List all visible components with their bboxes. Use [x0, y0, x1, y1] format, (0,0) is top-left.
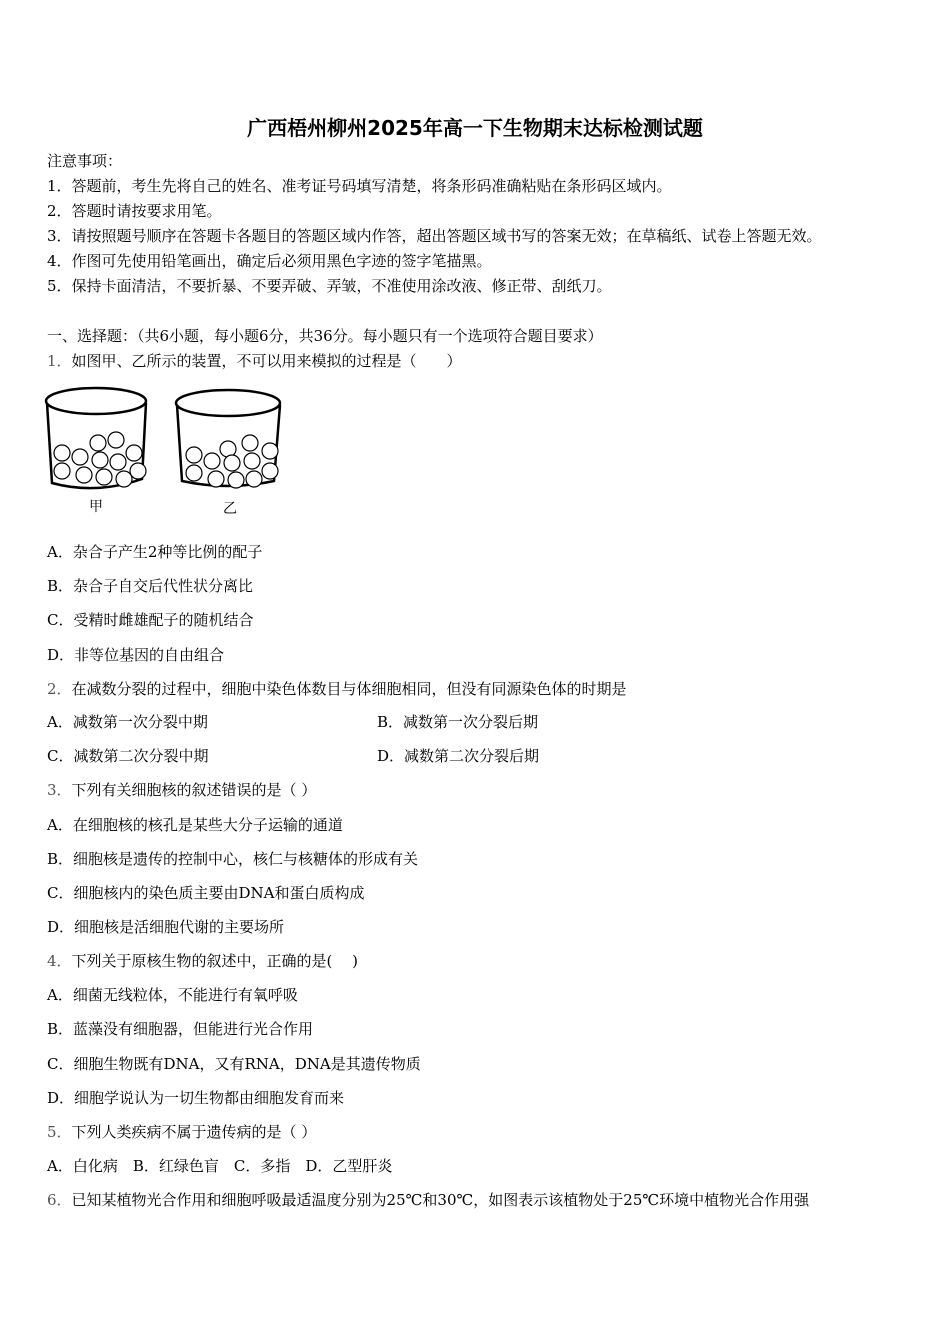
option: C．减数第二次分裂中期: [47, 747, 209, 765]
option: A．细菌无线粒体，不能进行有氧呼吸: [47, 986, 298, 1004]
option: C．受精时雌雄配子的随机结合: [47, 611, 254, 629]
question-1-stem: 1．如图甲、乙所示的装置，不可以用来模拟的过程是（ ）: [47, 352, 462, 370]
page-title: 广西梧州柳州2025年高一下生物期末达标检测试题: [247, 116, 703, 140]
notice-item: 1．答题前，考生先将自己的姓名、准考证号码填写清楚，将条形码准确粘贴在条形码区域内。: [47, 177, 672, 195]
option: C．细胞生物既有DNA，又有RNA，DNA是其遗传物质: [47, 1055, 421, 1073]
option: D．细胞核是活细胞代谢的主要场所: [47, 918, 285, 936]
option: A．杂合子产生2种等比例的配子: [47, 543, 263, 561]
option: D．细胞学说认为一切生物都由细胞发育而来: [47, 1089, 345, 1107]
section-heading: 一、选择题：（共6小题，每小题6分，共36分。每小题只有一个选项符合题目要求）: [47, 327, 603, 345]
notice-item: 4．作图可先使用铅笔画出，确定后必须用黑色字迹的签字笔描黑。: [47, 252, 492, 270]
notice-heading: 注意事项：: [47, 152, 123, 170]
question-6-stem: 6．已知某植物光合作用和细胞呼吸最适温度分别为25℃和30℃，如图表示该植物处于25℃环境中植物光合作用强: [47, 1191, 810, 1209]
option: B．细胞核是遗传的控制中心，核仁与核糖体的形成有关: [47, 850, 419, 868]
options-row: A．白化病 B．红绿色盲 C．多指 D．乙型肝炎: [47, 1157, 393, 1175]
question-3-stem: 3．下列有关细胞核的叙述错误的是（ ）: [47, 781, 317, 799]
question-5-stem: 5．下列人类疾病不属于遗传病的是（ ）: [47, 1123, 317, 1141]
option: A．在细胞核的核孔是某些大分子运输的通道: [47, 816, 343, 834]
option: B．减数第一次分裂后期: [377, 713, 539, 731]
option: D．减数第二次分裂后期: [377, 747, 540, 765]
question-4-stem: 4．下列关于原核生物的叙述中，正确的是( ): [47, 952, 359, 970]
question-2-stem: 2．在减数分裂的过程中，细胞中染色体数目与体细胞相同，但没有同源染色体的时期是: [47, 680, 627, 698]
option: D．非等位基因的自由组合: [47, 646, 225, 664]
option: C．细胞核内的染色质主要由DNA和蛋白质构成: [47, 884, 365, 902]
beaker-figure: [44, 383, 289, 518]
notice-item: 2．答题时请按要求用笔。: [47, 202, 222, 220]
figure-label-yi: 乙: [223, 501, 237, 517]
option: B．杂合子自交后代性状分离比: [47, 577, 254, 595]
notice-item: 3．请按照题号顺序在答题卡各题目的答题区域内作答，超出答题区域书写的答案无效；在草稿纸、试卷上答题无效。: [47, 227, 822, 245]
figure-label-jia: 甲: [89, 499, 103, 515]
option: B．蓝藻没有细胞器，但能进行光合作用: [47, 1020, 314, 1038]
notice-item: 5．保持卡面清洁，不要折暴、不要弄破、弄皱，不准使用涂改液、修正带、刮纸刀。: [47, 277, 612, 295]
option: A．减数第一次分裂中期: [47, 713, 208, 731]
